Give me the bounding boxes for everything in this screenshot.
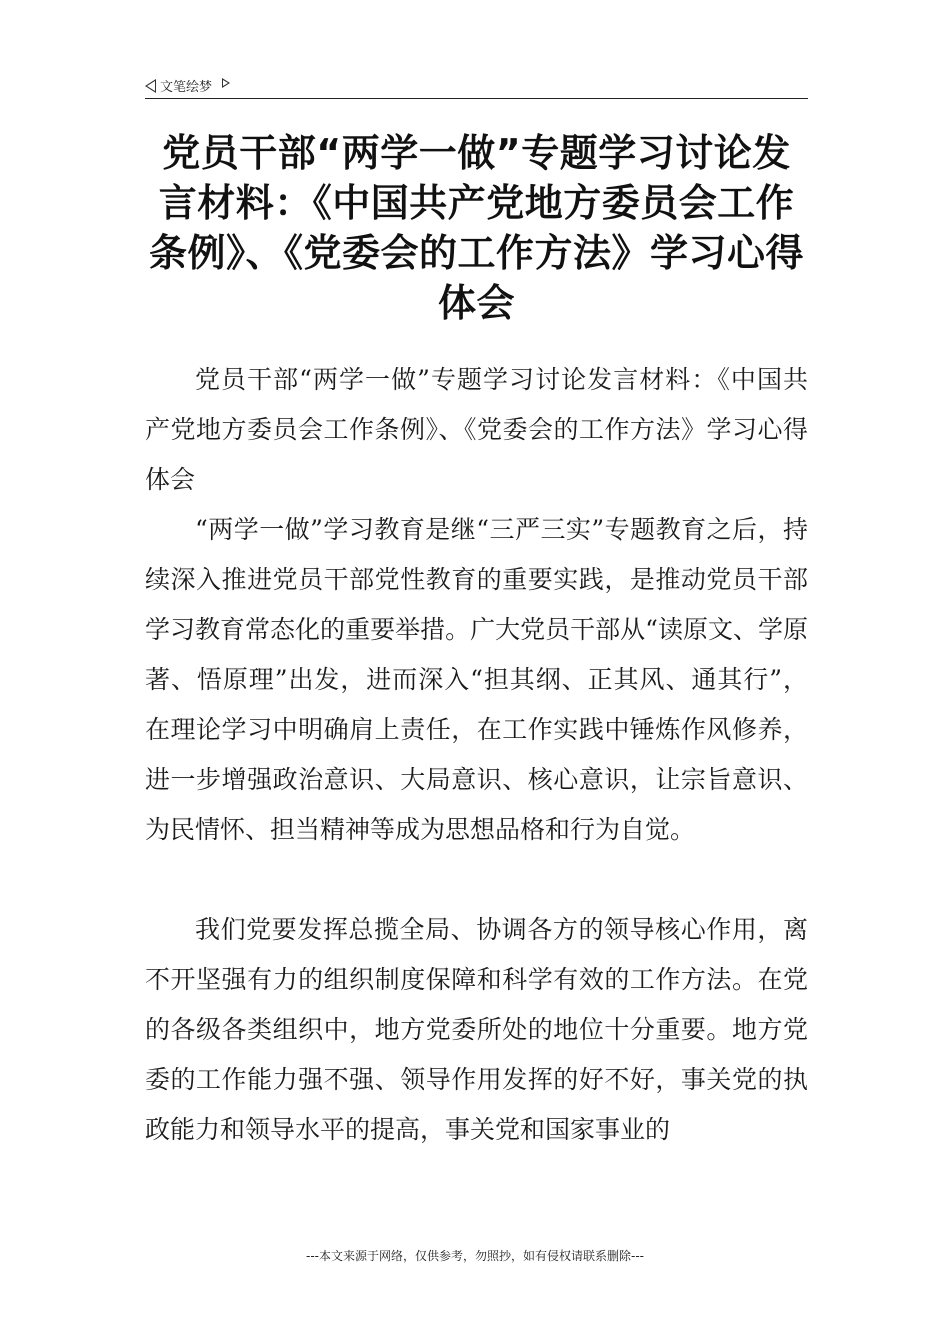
page-header (145, 74, 808, 99)
triangle-right-icon (222, 78, 230, 88)
paragraph-3: 我们党要发挥总揽全局、协调各方的领导核心作用，离不开坚强有力的组织制度保障和科学有效的工作方法。在党的各级各类组织中，地方党委所处的地位十分重要。地方党委的工作能力强不强、领导作用发挥的好不好，事关党的执政能力和领导水平的提高，事关党和国家事业的 (145, 915, 808, 1144)
brand-label: 文笔绘梦 (160, 80, 213, 95)
header-brand (145, 76, 230, 95)
paragraph-1: 党员干部“两学一做”专题学习讨论发言材料：《中国共产党地方委员会工作条例》、《党委会的工作方法》学习心得体会 (145, 365, 808, 494)
paragraph-2: “两学一做”学习教育是继“三严三实”专题教育之后，持续深入推进党员干部党性教育的重要实践，是推动党员干部学习教育常态化的重要举措。广大党员干部从“读原文、学原著、悟原理”出发，进而深入“担其纲、正其风、通其行”，在理论学习中明确肩上责任，在工作实践中锤炼作风修养，进一步增强政治意识、大局意识、核心意识，让宗旨意识、为民情怀、担当精神等成为思想品格和行为自觉。 (145, 515, 808, 844)
triangle-left-icon (145, 79, 156, 93)
document-title: 党员干部“两学一做”专题学习讨论发言材料：《中国共产党地方委员会工作条例》、《党委会的工作方法》学习心得体会 (148, 131, 804, 325)
document-body (145, 355, 808, 1155)
page-footer-disclaimer: ---本文来源于网络，仅供参考，勿照抄，如有侵权请联系删除--- (306, 1249, 644, 1263)
